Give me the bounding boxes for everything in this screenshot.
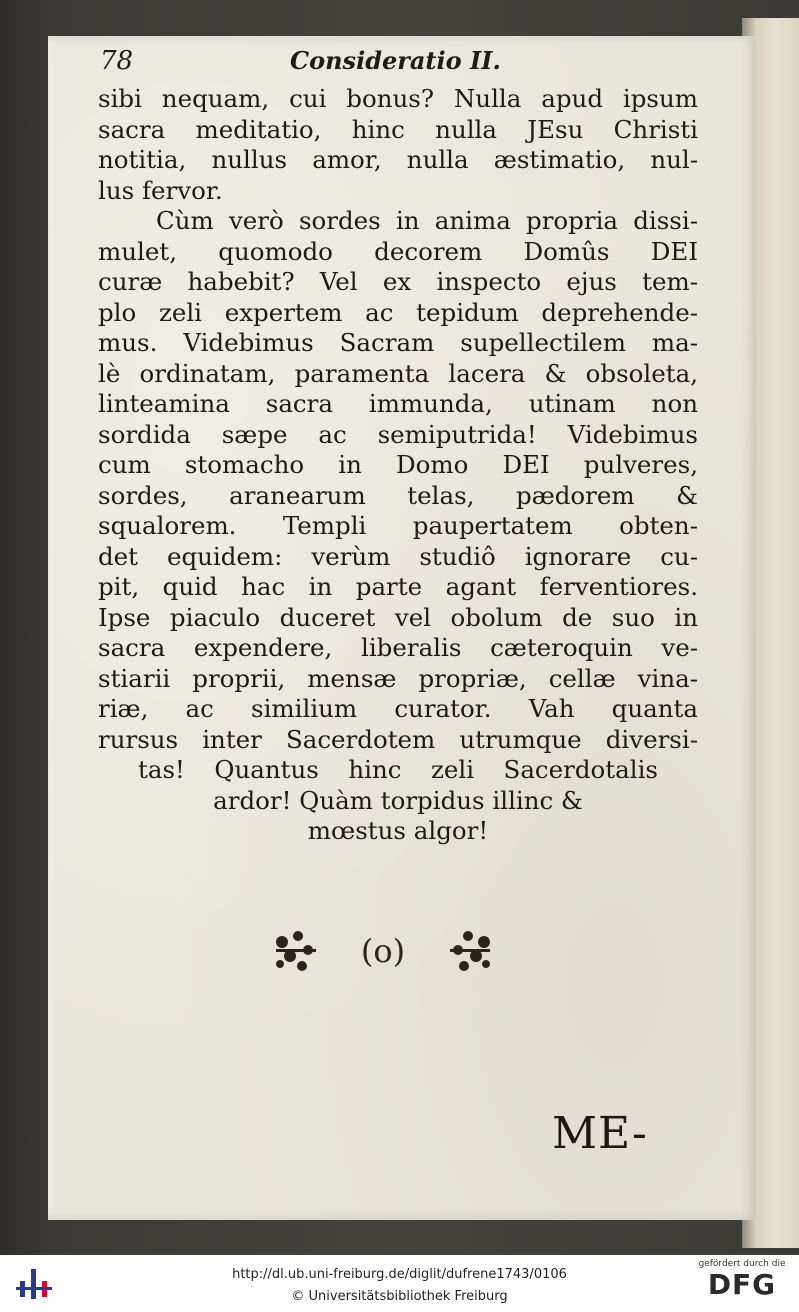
text-line: lus fervor. [98,175,223,205]
text-line: notitia, nullus amor, nulla æstimatio, nul- [98,145,698,174]
text-line: mus. Videbimus Sacram supellectilem ma- [98,328,698,357]
page-header [100,46,660,86]
body-text [98,84,698,847]
ornament-text: (o) [360,932,406,970]
text-line: det equidem: verùm studiô ignorare cu- [98,541,698,571]
printer-ornament [268,920,498,980]
catchword: ME- [552,1108,648,1159]
copyright-notice: © Universitätsbibliothek Freiburg [291,1289,508,1304]
text-line: riæ, ac similium curator. Vah quanta [98,694,698,723]
page-number: 78 [100,46,134,76]
text-line: plo zeli expertem ac tepidum deprehende- [98,297,698,327]
document-url[interactable]: http://dl.ub.uni-freiburg.de/diglit/dufrene1743/0106 [232,1267,567,1282]
text-line: sacra expendere, liberalis cæteroquin ve- [98,633,698,662]
text-line: cum stomacho in Domo DEI pulveres, [98,450,698,479]
fleuron-icon [268,920,498,980]
text-line: tas! Quantus hinc zeli Sacerdotalis [138,755,658,784]
text-line: mulet, quomodo decorem Domûs DEI [98,236,698,266]
text-line: pit, quid hac in parte agant ferventiores. [98,572,698,601]
text-line: Ipse piaculo duceret vel obolum de suo in [98,602,698,632]
sponsor-line: gefördert durch die [698,1259,786,1269]
dfg-logo [697,1259,787,1309]
text-line: sordes, aranearum telas, pædorem & [98,480,698,510]
text-line: lè ordinatam, paramenta lacera & obsoleta, [98,358,698,388]
text-line: rursus inter Sacerdotem utrumque diversi- [98,724,698,754]
text-line: squalorem. Templi paupertatem obten- [98,511,698,540]
text-line: stiarii proprii, mensæ propriæ, cellæ vina- [98,663,698,693]
text-line: sibi nequam, cui bonus? Nulla apud ipsum [98,84,698,113]
dfg-logo-text: DFG [707,1268,777,1301]
text-line: sacra meditatio, hinc nulla JEsu Christi [98,114,698,144]
viewer-footer [0,1255,799,1312]
text-line: mœstus algor! [307,816,489,845]
text-line: Cùm verò sordes in anima propria dissi- [156,206,698,235]
text-line: linteamina sacra immunda, utinam non [98,389,698,418]
text-line: curæ habebit? Vel ex inspecto ejus tem- [98,267,698,296]
text-line: ardor! Quàm torpidus illinc & [213,785,583,815]
text-line: sordida sæpe ac semiputrida! Videbimus [98,419,698,449]
running-title: Consideratio II. [290,46,501,75]
